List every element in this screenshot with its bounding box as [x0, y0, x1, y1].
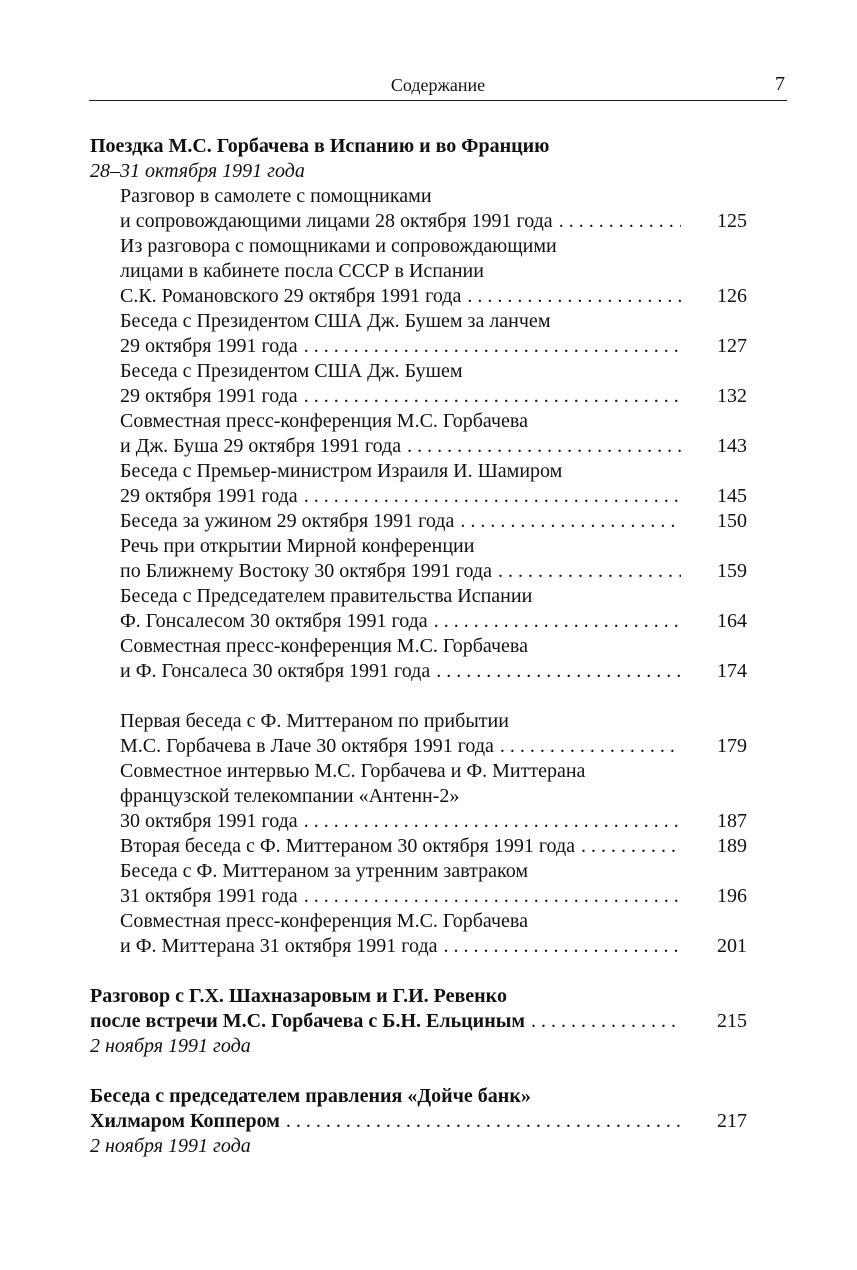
- running-header: [89, 70, 787, 101]
- dot-leader: [525, 1009, 681, 1034]
- section-title: Разговор с Г.Х. Шахназаровым и Г.И. Ревенко: [90, 985, 507, 1007]
- spacer: [90, 1059, 747, 1084]
- entry-page: 196: [717, 885, 747, 907]
- entry-text: Совместная пресс-конференция М.С. Горбачева: [120, 410, 528, 432]
- dot-leader: [438, 934, 682, 959]
- entry-text: Беседа с Президентом США Дж. Бушем за ланчем: [120, 310, 551, 332]
- entry-page: 150: [717, 510, 747, 532]
- page-number: 7: [775, 73, 785, 95]
- entry-text: Беседа за ужином 29 октября 1991 года: [120, 510, 455, 532]
- entry-page: 217: [717, 1110, 747, 1132]
- entry-text: Совместное интервью М.С. Горбачева и Ф. Миттерана: [120, 760, 586, 782]
- dot-leader: [428, 609, 681, 634]
- entry-page: 164: [717, 610, 747, 632]
- section-date: 28–31 октября 1991 года: [90, 160, 305, 182]
- entry-text: и Дж. Буша 29 октября 1991 года: [120, 435, 402, 457]
- entry-text: французской телекомпании «Антенн-2»: [120, 785, 460, 807]
- dot-leader: [298, 334, 681, 359]
- entry-page: 201: [717, 935, 747, 957]
- dot-leader: [575, 834, 681, 859]
- toc-entry[interactable]: [90, 759, 747, 834]
- dot-leader: [401, 434, 681, 459]
- dot-leader: [553, 209, 681, 234]
- dot-leader: [298, 384, 681, 409]
- entry-text: Беседа с Ф. Миттераном за утренним завтраком: [120, 860, 528, 882]
- entry-page: 126: [717, 285, 747, 307]
- dot-leader: [492, 559, 681, 584]
- toc-entry[interactable]: [90, 509, 747, 534]
- dot-leader: [454, 509, 681, 534]
- spacer: [90, 959, 747, 984]
- entry-text: лицами в кабинете посла СССР в Испании: [120, 260, 484, 282]
- entry-text: М.С. Горбачева в Лаче 30 октября 1991 года: [120, 735, 494, 757]
- entry-page: 145: [717, 485, 747, 507]
- entry-text: Из разговора с помощниками и сопровождающими: [120, 235, 557, 257]
- entry-page: 189: [717, 835, 747, 857]
- entry-text: Первая беседа с Ф. Миттераном по прибытии: [120, 710, 509, 732]
- toc-entry[interactable]: [90, 709, 747, 759]
- entry-page: 127: [717, 335, 747, 357]
- toc-entry[interactable]: [90, 909, 747, 959]
- entry-text: и Ф. Миттерана 31 октября 1991 года: [120, 935, 438, 957]
- entry-text: 29 октября 1991 года: [120, 335, 298, 357]
- toc-entry[interactable]: [90, 834, 747, 859]
- entry-text: Вторая беседа с Ф. Миттераном 30 октября 1991 года: [120, 835, 576, 857]
- entry-page: 174: [717, 660, 747, 682]
- section-title: Беседа с председателем правления «Дойче банк»: [90, 1085, 531, 1107]
- toc-entry[interactable]: [90, 409, 747, 459]
- spacer: [90, 684, 747, 709]
- entry-text: и сопровождающими лицами 28 октября 1991 года: [120, 210, 553, 232]
- entry-text: по Ближнему Востоку 30 октября 1991 года: [120, 560, 492, 582]
- entry-text: Беседа с Председателем правительства Испании: [120, 585, 533, 607]
- entry-text: Ф. Гонсалесом 30 октября 1991 года: [120, 610, 428, 632]
- dot-leader: [461, 284, 681, 309]
- entry-text: Совместная пресс-конференция М.С. Горбачева: [120, 635, 528, 657]
- toc-entry[interactable]: [90, 234, 747, 309]
- toc-entry[interactable]: [90, 359, 747, 409]
- toc-entry[interactable]: [90, 534, 747, 584]
- dot-leader: [298, 884, 681, 909]
- entry-text: Разговор в самолете с помощниками: [120, 185, 432, 207]
- toc-entry[interactable]: [90, 459, 747, 509]
- section-title: Поездка М.С. Горбачева в Испанию и во Францию: [90, 135, 550, 157]
- entry-text: Беседа с Премьер-министром Израиля И. Шамиром: [120, 460, 563, 482]
- toc-entry[interactable]: [90, 184, 747, 234]
- entry-page: 215: [717, 1010, 747, 1032]
- toc-entry[interactable]: [90, 1084, 747, 1159]
- section-title: Хилмаром Коппером: [90, 1110, 280, 1132]
- table-of-contents: [90, 134, 747, 1159]
- entry-text: 31 октября 1991 года: [120, 885, 298, 907]
- section-date: 2 ноября 1991 года: [90, 1035, 251, 1057]
- entry-page: 179: [717, 735, 747, 757]
- entry-text: 29 октября 1991 года: [120, 385, 298, 407]
- section-title: после встречи М.С. Горбачева с Б.Н. Ельциным: [90, 1010, 525, 1032]
- toc-entry[interactable]: [90, 309, 747, 359]
- entry-page: 125: [717, 210, 747, 232]
- dot-leader: [298, 809, 681, 834]
- entry-text: 29 октября 1991 года: [120, 485, 298, 507]
- section-date: 2 ноября 1991 года: [90, 1135, 251, 1157]
- dot-leader: [280, 1109, 681, 1134]
- entry-text: 30 октября 1991 года: [120, 810, 298, 832]
- entry-text: С.К. Романовского 29 октября 1991 года: [120, 285, 462, 307]
- entry-page: 187: [717, 810, 747, 832]
- dot-leader: [494, 734, 681, 759]
- entry-page: 143: [717, 435, 747, 457]
- entry-text: Беседа с Президентом США Дж. Бушем: [120, 360, 463, 382]
- entry-page: 159: [717, 560, 747, 582]
- entry-page: 132: [717, 385, 747, 407]
- toc-entry[interactable]: [90, 584, 747, 634]
- toc-entry[interactable]: [90, 984, 747, 1059]
- toc-entry[interactable]: [90, 859, 747, 909]
- toc-entry[interactable]: [90, 634, 747, 684]
- entry-text: Речь при открытии Мирной конференции: [120, 535, 475, 557]
- dot-leader: [430, 659, 681, 684]
- dot-leader: [298, 484, 681, 509]
- entry-text: Совместная пресс-конференция М.С. Горбачева: [120, 910, 528, 932]
- header-title: Содержание: [390, 75, 486, 95]
- entry-text: и Ф. Гонсалеса 30 октября 1991 года: [120, 660, 431, 682]
